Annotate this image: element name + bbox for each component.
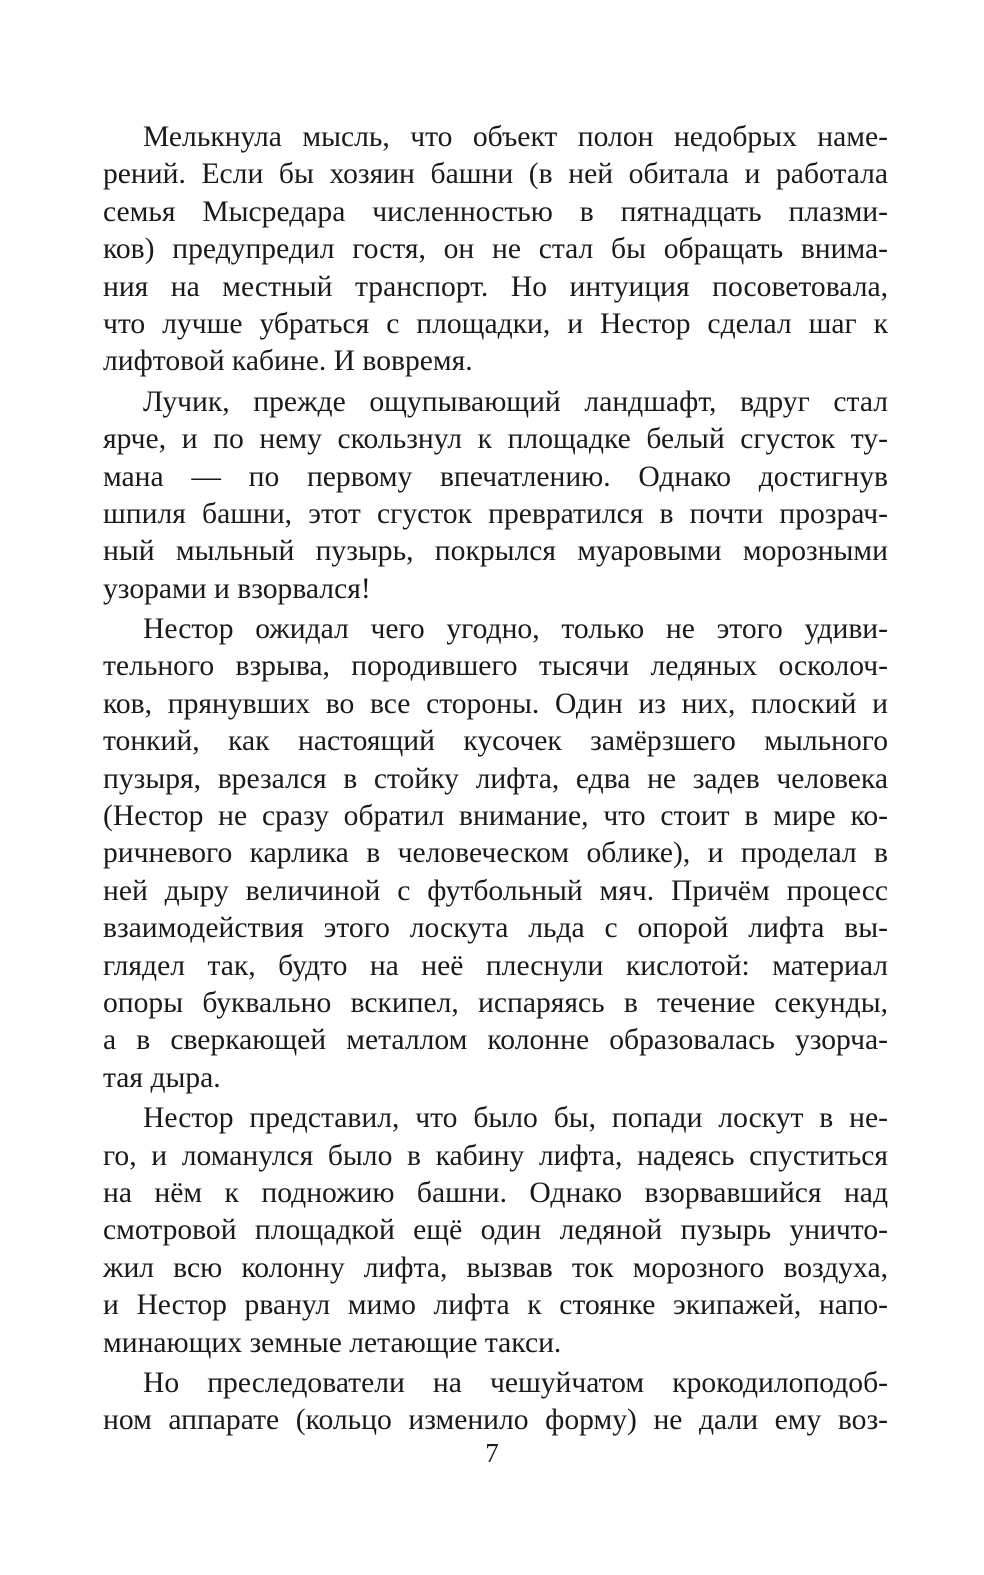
text-line: Лучик, прежде ощупывающий ландшафт, вдруг стал [143,385,888,418]
page-number: 7 [485,1438,499,1468]
text-line: ния на местный транспорт. Но интуиция посоветовала, [103,270,888,303]
text-line: тонкий, как настоящий кусочек замёрзшего мыльного [103,725,888,758]
paragraph [103,611,888,1097]
text-line: шпиля башни, этот сгусток превратился в почти прозрач- [103,497,888,530]
body-text [103,119,888,1443]
text-line: на нём к подножию башни. Однако взорвавшийся над [103,1176,888,1209]
paragraph [103,119,888,381]
text-line: тельного взрыва, породившего тысячи ледяных осколоч- [103,650,888,683]
text-line: ков, прянувших во все стороны. Один из них, плоский и [103,687,888,720]
paragraph [103,1100,888,1362]
text-line: узорами и взорвался! [103,572,371,605]
text-line: ный мыльный пузырь, покрылся муаровыми морозными [103,535,888,568]
text-line: лифтовой кабине. И вовремя. [103,345,473,378]
text-line: мана — по первому впечатлению. Однако достигнув [103,460,888,493]
text-line: и Нестор рванул мимо лифта к стоянке экипажей, напо- [103,1289,888,1322]
text-line: ков) предупредил гостя, он не стал бы обращать внима- [103,233,888,266]
text-line: тая дыра. [103,1061,221,1094]
text-line: Но преследователи на чешуйчатом крокодилоподоб- [143,1366,888,1399]
text-line: жил всю колонну лифта, вызвав ток морозного воздуха, [103,1251,888,1284]
text-line: а в сверкающей металлом колонне образовалась узорча- [103,1024,888,1057]
text-line: Мелькнула мысль, что объект полон недобрых наме- [143,121,888,153]
text-line: ярче, и по нему скользнул к площадке белый сгусток ту- [103,423,888,456]
text-line: го, и ломанулся было в кабину лифта, надеясь спуститься [103,1139,888,1172]
text-line: ней дыру величиной с футбольный мяч. Причём процесс [103,874,888,907]
text-line: пузыря, врезался в стойку лифта, едва не задев человека [103,762,888,795]
text-line: минающих земные летающие такси. [103,1326,562,1359]
paragraph [103,384,888,608]
text-line: ричневого карлика в человеческом облике), и проделал в [103,837,888,870]
text-line: Нестор ожидал чего угодно, только не этого удиви- [143,613,888,646]
paragraph [103,1365,888,1440]
text-line: рений. Если бы хозяин башни (в ней обитала и работала [103,158,888,191]
text-line: Нестор представил, что было бы, попади лоскут в не- [143,1102,888,1135]
text-line: семья Мысредара численностью в пятнадцать плазми- [103,195,888,228]
text-line: глядел так, будто на неё плеснули кислотой: материал [103,949,888,982]
text-line: ном аппарате (кольцо изменило форму) не дали ему воз- [103,1404,888,1437]
text-line: (Нестор не сразу обратил внимание, что стоит в мире ко- [103,800,888,833]
text-line: опоры буквально вскипел, испаряясь в течение секунды, [103,986,888,1019]
text-line: смотровой площадкой ещё один ледяной пузырь уничто- [103,1214,888,1247]
text-line: взаимодействия этого лоскута льда с опорой лифта вы- [103,912,888,945]
text-line: что лучше убраться с площадки, и Нестор сделал шаг к [103,307,888,340]
